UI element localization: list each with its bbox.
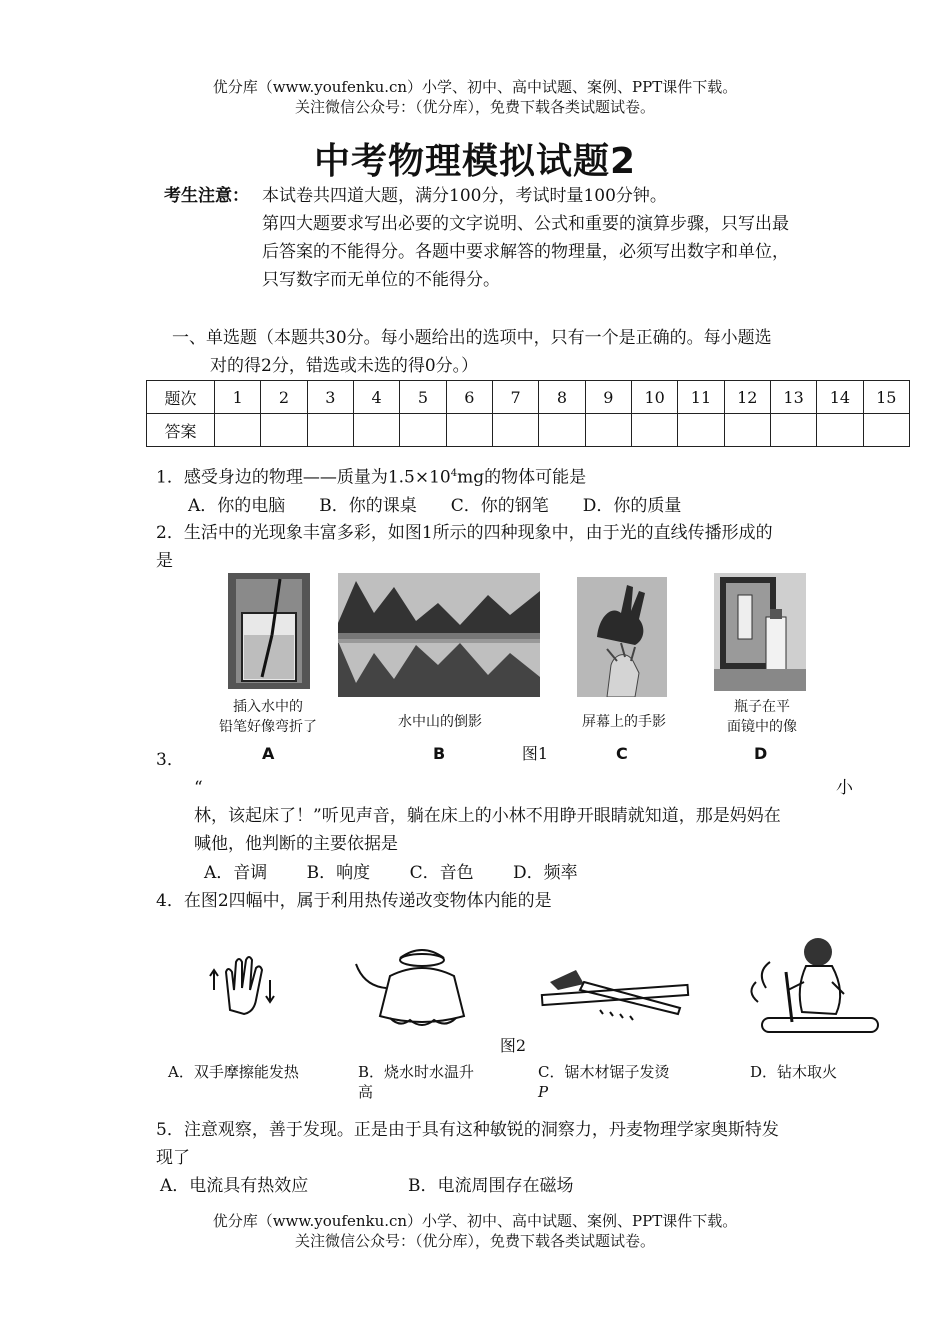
answer-table xyxy=(146,380,910,447)
answer-cell[interactable] xyxy=(400,414,446,447)
footer-line-2: 关注微信公众号：（优分库），免费下载各类试题试卷。 xyxy=(294,1232,655,1250)
figure1-label: 图1 xyxy=(521,744,549,763)
question-4-option-a: A．双手摩擦能发热 xyxy=(168,1063,299,1081)
question-3-options: A．音调 B．响度 C．音色 D．频率 xyxy=(204,863,578,883)
question-1-exponent: 4 xyxy=(450,468,458,479)
figure2-hands-rubbing-image xyxy=(200,950,282,1016)
question-5-line-1: 5．注意观察，善于发现。正是由于具有这种敏锐的洞察力，丹麦物理学家奥斯特发 xyxy=(156,1120,779,1140)
figure2-kettle-image xyxy=(350,946,476,1032)
figure2-drilling-fire-image xyxy=(736,932,880,1038)
figure1-caption-a-line-2: 铅笔好像弯折了 xyxy=(219,719,317,735)
question-1-options: A．你的电脑 B．你的课桌 C．你的钢笔 D．你的质量 xyxy=(188,496,682,516)
answer-cell[interactable] xyxy=(585,414,631,447)
question-number-cell: 5 xyxy=(400,381,446,414)
question-4-option-b-line-2: 高 xyxy=(358,1083,374,1101)
figure1-mountain-reflection-image xyxy=(338,573,540,697)
question-number-cell: 4 xyxy=(353,381,399,414)
question-number-cell: 7 xyxy=(492,381,538,414)
figure1-caption-b: 水中山的倒影 xyxy=(398,714,482,730)
answer-cell[interactable] xyxy=(215,414,261,447)
question-number-cell: 13 xyxy=(770,381,816,414)
question-2-line-1: 2．生活中的光现象丰富多彩，如图1所示的四种现象中，由于光的直线传播形成的 xyxy=(156,523,773,543)
question-number-cell: 8 xyxy=(539,381,585,414)
figure1-caption-c: 屏幕上的手影 xyxy=(582,714,666,730)
answer-cell[interactable] xyxy=(863,414,909,447)
question-number-cell: 12 xyxy=(724,381,770,414)
answer-cell[interactable] xyxy=(678,414,724,447)
question-4-option-c-line-1: C．锯木材锯子发烫 xyxy=(538,1063,670,1081)
section1-line-1: 一、单选题（本题共30分。每小题给出的选项中，只有一个是正确的。每小题选 xyxy=(172,328,772,348)
footer-line-1: 优分库（www.youfenku.cn）小学、初中、高中试题、案例、PPT课件下载。 xyxy=(212,1212,738,1230)
answer-table-row-numbers xyxy=(147,381,910,414)
figure1-bottle-mirror-image xyxy=(714,573,806,691)
notice-line-3: 后答案的不能得分。各题中要求解答的物理量，必须写出数字和单位， xyxy=(262,242,789,262)
notice-line-2: 第四大题要求写出必要的文字说明、公式和重要的演算步骤，只写出最 xyxy=(262,214,789,234)
figure1-letter-c: C xyxy=(616,744,628,763)
section1-line-2: 对的得2分，错选或未选的得0分。） xyxy=(210,356,479,376)
question-number-cell: 1 xyxy=(215,381,261,414)
question-3-number: 3． xyxy=(156,750,184,770)
figure2-label: 图2 xyxy=(499,1036,527,1055)
answer-table-row-answers xyxy=(147,414,910,447)
question-2-line-2: 是 xyxy=(156,551,173,571)
question-number-cell: 15 xyxy=(863,381,909,414)
figure1-hand-shadow-image xyxy=(577,577,667,697)
figure1-pencil-in-water-image xyxy=(228,573,310,689)
question-number-cell: 6 xyxy=(446,381,492,414)
answer-cell[interactable] xyxy=(631,414,677,447)
question-3-line-3: 喊他，他判断的主要依据是 xyxy=(194,834,398,854)
figure1-caption-a-line-1: 插入水中的 xyxy=(233,699,303,715)
answer-cell[interactable] xyxy=(770,414,816,447)
question-3-line-2: 林，该起床了！”听见声音，躺在床上的小林不用睁开眼睛就知道，那是妈妈在 xyxy=(194,806,781,826)
question-5-option-a: A．电流具有热效应 xyxy=(160,1176,309,1196)
answer-cell[interactable] xyxy=(307,414,353,447)
figure1-letter-a: A xyxy=(262,744,275,763)
table-row-label: 题次 xyxy=(147,381,215,414)
question-5-line-2: 现了 xyxy=(156,1148,190,1168)
figure1-caption-d-line-2: 面镜中的像 xyxy=(727,719,797,735)
answer-cell[interactable] xyxy=(539,414,585,447)
question-4-stem: 4．在图2四幅中，属于利用热传递改变物体内能的是 xyxy=(156,891,552,911)
figure1-caption-d-line-1: 瓶子在平 xyxy=(734,699,790,715)
question-4-option-b-line-1: B．烧水时水温升 xyxy=(358,1063,475,1081)
figure2-saw-wood-image xyxy=(540,960,690,1026)
answer-cell[interactable] xyxy=(353,414,399,447)
question-5-option-b: B．电流周围存在磁场 xyxy=(408,1176,574,1196)
figure1-letter-d: D xyxy=(754,744,768,763)
answer-cell[interactable] xyxy=(446,414,492,447)
notice-label: 考生注意： xyxy=(164,186,249,206)
question-number-cell: 3 xyxy=(307,381,353,414)
question-1-stem xyxy=(156,460,586,492)
question-1-stem-part-a: 1．感受身边的物理——质量为1.5×10 xyxy=(156,467,451,488)
question-number-cell: 9 xyxy=(585,381,631,414)
question-4-option-c-line-2: P xyxy=(538,1083,549,1101)
figure1-letter-b: B xyxy=(433,744,446,763)
header-line-1: 优分库（www.youfenku.cn）小学、初中、高中试题、案例、PPT课件下载。 xyxy=(212,78,738,96)
answer-cell[interactable] xyxy=(817,414,863,447)
header-line-2: 关注微信公众号：（优分库），免费下载各类试题试卷。 xyxy=(294,98,655,116)
page-title: 中考物理模拟试题2 xyxy=(313,141,637,182)
table-row-label: 答案 xyxy=(147,414,215,447)
answer-cell[interactable] xyxy=(724,414,770,447)
question-number-cell: 10 xyxy=(631,381,677,414)
question-1-stem-part-b: mg的物体可能是 xyxy=(457,467,587,488)
question-3-quote-open: “ xyxy=(194,778,203,798)
question-number-cell: 11 xyxy=(678,381,724,414)
answer-cell[interactable] xyxy=(261,414,307,447)
notice-line-4: 只写数字而无单位的不能得分。 xyxy=(262,270,500,290)
question-3-word-end: 小 xyxy=(836,778,853,798)
question-4-option-d: D．钻木取火 xyxy=(750,1063,838,1081)
answer-cell[interactable] xyxy=(492,414,538,447)
notice-line-1: 本试卷共四道大题，满分100分，考试时量100分钟。 xyxy=(262,186,667,206)
question-number-cell: 2 xyxy=(261,381,307,414)
question-number-cell: 14 xyxy=(817,381,863,414)
